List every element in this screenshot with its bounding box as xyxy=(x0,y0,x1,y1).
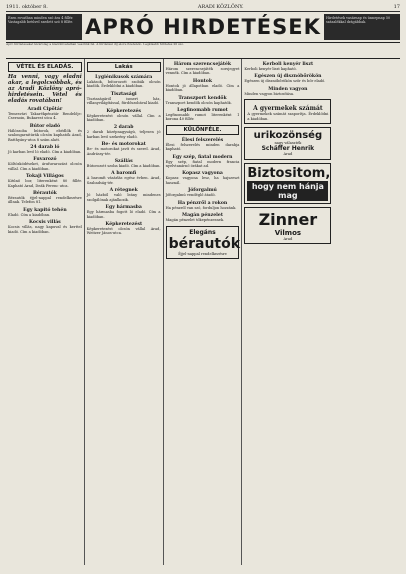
header-page-number: 17 xyxy=(393,4,400,10)
section-title: KÜLÖNFÉLE. xyxy=(166,125,240,135)
ad-subline: Vilmos xyxy=(274,228,302,237)
column-1 xyxy=(6,59,85,565)
ad-big-word: urikozönség xyxy=(253,130,323,142)
ad-text: Három szerencsejáték sorsjegyet vennék. Cím a kiadóban. xyxy=(165,67,240,76)
header-date: 1911. október 8. xyxy=(6,4,48,10)
ad-text: Kopasz vagyona lesz, ha hajszeszt használ. xyxy=(165,176,240,185)
zinner-ad xyxy=(244,207,331,244)
ad-heading: Aradi Cipőtár xyxy=(27,107,63,112)
children-ad xyxy=(244,99,331,124)
ad-text: A baromfi vásárlás egész évben. Arad, Szabadság-tér. xyxy=(86,176,161,185)
ad-text: Egy szép, fiatal modern francia nyelvtanárnő órákat ad. xyxy=(165,159,240,169)
ad-heading: Fuvarozó xyxy=(33,157,57,163)
ad-heading: Minden vagyon xyxy=(268,86,308,92)
ad-heading: Tisztasági xyxy=(110,91,137,97)
ad-heading: Kopasz vagyona xyxy=(182,171,223,177)
ad-text: Transzport kendők olcsón kaphatók. xyxy=(165,100,232,105)
ad-heading: 2 darab xyxy=(113,125,134,131)
ad-big-word: Biztositom, xyxy=(247,165,331,181)
berauto-line2: bérautók xyxy=(168,235,241,252)
ad-heading: Legfinomabb rumot xyxy=(177,108,228,114)
box-text: A gyermekek számát szaporítja. Érdeklődni a kiadóban. xyxy=(247,112,329,121)
columns xyxy=(6,59,400,565)
section-title: VÉTEL ÉS ELADÁS. xyxy=(8,62,82,72)
ad-text: Be- és motorokat javít és szerel. Arad, Andrássy-tér. xyxy=(86,147,161,156)
ad-text: Képkeretezést olcsón vállal. Cím a kiadóban. xyxy=(86,113,161,123)
ad-heading: Egy hármasba xyxy=(105,205,142,211)
ad-subline: hogy nem hánja mag xyxy=(247,181,328,201)
ad-text: Ha pénzről van szó, forduljon hozzánk. xyxy=(165,205,237,210)
ad-text: Kitűnő bor, literenként 80 fillér. Kapható Arad, Deák Ferenc utca. xyxy=(8,179,82,188)
ad-city: Arad xyxy=(283,152,293,157)
ad-heading: Egy kapitó tehén xyxy=(23,207,67,213)
ad-text: Hontok jó állapotban eladó. Cím a kiadóban. xyxy=(165,83,240,93)
berauto-line1: Elegáns xyxy=(189,228,216,236)
ad-heading: A baromfi xyxy=(111,171,137,177)
ad-text: Legfinomabb rumot literenként 1 korona 40 fillér. xyxy=(165,113,240,122)
ad-text: Jó karban levő ló eladó. Cím a kiadóban. xyxy=(8,150,82,155)
ad-text: Jóforgalmú vendéglő átadó. xyxy=(165,193,216,198)
ad-text: Eladó. Cím a kiadóban. xyxy=(8,212,51,217)
ad-heading: Szállás xyxy=(114,159,133,165)
column-4 xyxy=(242,59,333,565)
urikozonseg-ad xyxy=(244,127,331,160)
ad-heading: Egészen új disznóbőrökön xyxy=(254,74,322,80)
berauto-line3: Éjjel-nappal rendelkezésre xyxy=(178,251,227,256)
ad-heading: Tokaji Villágos xyxy=(26,174,64,180)
ad-text: Egészen új disznóbőrökön szőr és bőr eladó. xyxy=(244,79,326,84)
ad-heading: Be- és motorokat xyxy=(101,142,146,148)
ad-text: Képkeretezést olcsón vállal Arad, Weitzer János-utca. xyxy=(86,226,161,236)
ad-heading: Transzport kendők xyxy=(178,95,227,101)
left-ear: Ezen rovatban minden szó ára 4 fillér. Vastagabb betűvel szedett szó 8 fillér. xyxy=(6,14,82,40)
biztositom-ad xyxy=(244,163,331,204)
masthead-title: APRÓ HIRDETÉSEK xyxy=(85,15,321,39)
berauto-ad xyxy=(166,226,240,259)
ad-text: Költözködéseket, árufuvarozást olcsón vállal. Cím a kiadóban. xyxy=(8,162,82,171)
ad-text: Lakások, bútorozott szobák olcsón kiadók. Érdeklődni a kiadóban. xyxy=(86,80,161,89)
ad-text: Hálószoba bútorok, ebédlők és szalongarnitúrák olcsón kaphatók Arad, Batthyány-utca 8 szám alatt. xyxy=(8,128,82,142)
ad-text: Kocsis villás, nagy kapuval és kerttel kiadó. Cím a kiadóban. xyxy=(8,225,82,234)
ad-text: Jó házból való leány mindenes szolgálónak ajánlkozik. xyxy=(86,193,161,202)
ad-city: Arad xyxy=(283,236,293,241)
ad-text: Magán pénzelet tőkepénzesnek. xyxy=(165,218,225,223)
ad-heading: 24 darab ló xyxy=(30,145,60,151)
header-paper: ARADI KÖZLÖNY. xyxy=(197,4,244,10)
ad-heading: Lygiénikusok számára xyxy=(95,75,153,80)
ad-text: 2 darab középnagyságú, teljesen jó karban levő szekrény eladó. xyxy=(86,130,161,139)
ad-heading: Élesi felszerelés xyxy=(181,137,224,143)
masthead xyxy=(6,12,400,43)
ad-text: Temesvári Takarékpénztár Rendelője: Csernoin, Bukarest utca 4. xyxy=(8,112,82,121)
ad-text: Bérautók éjjel-nappal rendelkezésre állnak. Telefon 81. xyxy=(8,196,82,205)
ad-heading: Egy szép, fiatal modern xyxy=(172,154,233,160)
lead-text: Ha venni, vagy eladni akar, a legolcsóbbak, és az Aradi Közlöny apró-hirdetésein. Vétel és eladás rovatában! xyxy=(8,74,82,104)
ad-advertiser: Schäffer Henrik xyxy=(261,145,315,153)
ad-heading: Ha pénzről a rokon xyxy=(177,200,228,206)
section-title: Lakás xyxy=(87,62,161,72)
ad-subline: nagy választék xyxy=(274,141,302,146)
subnote: Apró hirdetéseket kizárólag a kiadóhivatalban veszünk fel. A hirdetési díj előre fizetendő. Legkisebb hirdetés 20 szó. xyxy=(6,43,400,59)
column-3 xyxy=(164,59,243,565)
ad-big-word: Zinner xyxy=(258,209,318,229)
ad-heading: Bérautók xyxy=(32,191,57,197)
ad-heading: Magán pénzelet xyxy=(181,213,223,219)
box-heading: A gyermekek számát xyxy=(253,105,323,113)
right-ear: Hirdetések vasárnap és ünnepnap 50 százalékkal drágábbak. xyxy=(324,14,400,40)
ad-heading: Bútor eladó xyxy=(29,123,61,129)
ad-heading: Képkeretezést xyxy=(105,221,143,227)
ad-text: Élesi felszerelés minden darabja kapható. xyxy=(165,142,240,152)
ad-heading: Kerboli kenyér liszt xyxy=(262,62,314,67)
ad-text: Kerboli kenyér liszt kapható. xyxy=(244,67,297,71)
ad-text: Egy hármasba fogott ló eladó. Cím a kiadóban. xyxy=(86,210,161,219)
ad-text: Tisztaságáról ismert ház, villanyvilágítással, fürdőszobával kiadó. xyxy=(86,96,161,106)
ad-heading: Hontok xyxy=(192,78,213,84)
ad-heading: Jóforgalmú xyxy=(188,188,217,194)
ad-heading: Kocsis villás xyxy=(29,220,61,226)
ad-heading: Három szerencsejáték xyxy=(173,62,232,67)
running-header xyxy=(6,4,400,12)
ad-heading: A rétegnek xyxy=(109,188,138,194)
ad-text: Minden vagyon biztosítása. xyxy=(244,91,295,96)
ad-text: Bútorozott szoba kiadó. Cím a kiadóban. xyxy=(86,164,161,169)
column-2 xyxy=(85,59,164,565)
ad-list xyxy=(8,107,82,234)
ad-heading: Képkeretezés xyxy=(106,108,142,114)
